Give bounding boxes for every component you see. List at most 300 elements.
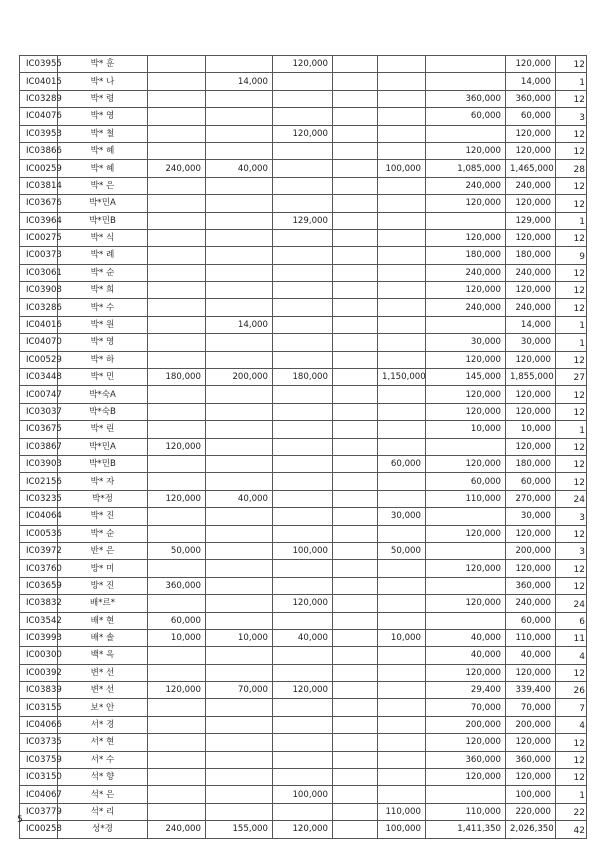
amount-col-3-cell: 120,000: [273, 821, 333, 838]
amount-col-6-cell: 120,000: [426, 560, 506, 577]
name-cell: 반* 은: [58, 542, 148, 559]
amount-col-2-cell: [206, 299, 273, 316]
name-cell: 서* 경: [58, 716, 148, 733]
amount-col-6-cell: 120,000: [426, 386, 506, 403]
count-cell: 1: [556, 73, 587, 90]
amount-col-4-cell: [333, 595, 378, 612]
total-cell: 270,000: [506, 490, 556, 507]
member-id-cell: IC00259: [20, 160, 58, 177]
table-row: [20, 299, 587, 316]
count-cell: 12: [556, 56, 587, 73]
member-id-cell: IC04066: [20, 716, 58, 733]
amount-col-6-cell: 120,000: [426, 351, 506, 368]
name-cell: 박* 훈: [58, 56, 148, 73]
page-number: 5: [17, 815, 23, 825]
amount-col-6-cell: [426, 212, 506, 229]
amount-col-4-cell: [333, 195, 378, 212]
name-cell: 보* 안: [58, 699, 148, 716]
name-cell: 박* 수: [58, 299, 148, 316]
amount-col-2-cell: [206, 595, 273, 612]
total-cell: 30,000: [506, 334, 556, 351]
count-cell: 1: [556, 212, 587, 229]
amount-col-1-cell: [148, 647, 206, 664]
amount-col-4-cell: [333, 90, 378, 107]
table-row: [20, 577, 587, 594]
name-cell: 박* 진: [58, 508, 148, 525]
member-id-cell: IC03448: [20, 369, 58, 386]
amount-col-5-cell: [378, 769, 426, 786]
amount-col-2-cell: [206, 264, 273, 281]
name-cell: 박*민B: [58, 455, 148, 472]
table-row: [20, 629, 587, 646]
member-id-cell: IC03289: [20, 90, 58, 107]
amount-col-1-cell: [148, 716, 206, 733]
member-id-cell: IC03964: [20, 212, 58, 229]
table-row: [20, 595, 587, 612]
member-id-cell: IC03972: [20, 542, 58, 559]
amount-col-4-cell: [333, 299, 378, 316]
name-cell: 박*숙B: [58, 403, 148, 420]
amount-col-6-cell: [426, 125, 506, 142]
count-cell: 9: [556, 247, 587, 264]
name-cell: 박* 나: [58, 73, 148, 90]
member-id-cell: IC03675: [20, 421, 58, 438]
amount-col-2-cell: [206, 386, 273, 403]
count-cell: 12: [556, 282, 587, 299]
amount-col-4-cell: [333, 821, 378, 838]
name-cell: 방* 미: [58, 560, 148, 577]
total-cell: 120,000: [506, 142, 556, 159]
amount-col-4-cell: [333, 212, 378, 229]
table-row: [20, 142, 587, 159]
member-id-cell: IC00300: [20, 647, 58, 664]
amount-col-2-cell: [206, 508, 273, 525]
name-cell: 박* 혜: [58, 142, 148, 159]
amount-col-2-cell: [206, 577, 273, 594]
table-row: [20, 542, 587, 559]
total-cell: 360,000: [506, 90, 556, 107]
amount-col-6-cell: [426, 542, 506, 559]
amount-col-6-cell: 60,000: [426, 108, 506, 125]
amount-col-4-cell: [333, 56, 378, 73]
count-cell: 1: [556, 421, 587, 438]
member-id-cell: IC00529: [20, 351, 58, 368]
amount-col-2-cell: [206, 525, 273, 542]
count-cell: 12: [556, 577, 587, 594]
amount-col-4-cell: [333, 282, 378, 299]
amount-col-1-cell: [148, 751, 206, 768]
total-cell: 240,000: [506, 595, 556, 612]
amount-col-5-cell: [378, 247, 426, 264]
amount-col-6-cell: 120,000: [426, 229, 506, 246]
total-cell: 120,000: [506, 282, 556, 299]
amount-col-1-cell: 50,000: [148, 542, 206, 559]
name-cell: 박* 순: [58, 525, 148, 542]
table-row: [20, 282, 587, 299]
amount-col-6-cell: 180,000: [426, 247, 506, 264]
name-cell: 석* 리: [58, 803, 148, 820]
amount-col-3-cell: [273, 734, 333, 751]
name-cell: 방* 진: [58, 577, 148, 594]
amount-col-3-cell: [273, 525, 333, 542]
total-cell: 40,000: [506, 647, 556, 664]
amount-col-3-cell: [273, 351, 333, 368]
amount-col-6-cell: 360,000: [426, 751, 506, 768]
count-cell: 22: [556, 803, 587, 820]
count-cell: 12: [556, 299, 587, 316]
count-cell: 1: [556, 786, 587, 803]
count-cell: 12: [556, 664, 587, 681]
name-cell: 석* 은: [58, 786, 148, 803]
total-cell: 200,000: [506, 542, 556, 559]
count-cell: 1: [556, 316, 587, 333]
table-row: [20, 751, 587, 768]
table-row: [20, 734, 587, 751]
amount-col-6-cell: [426, 73, 506, 90]
member-id-cell: IC03061: [20, 264, 58, 281]
total-cell: 120,000: [506, 351, 556, 368]
amount-col-6-cell: 1,411,350: [426, 821, 506, 838]
name-cell: 박* 령: [58, 90, 148, 107]
amount-col-1-cell: [148, 386, 206, 403]
amount-col-5-cell: 30,000: [378, 508, 426, 525]
amount-col-3-cell: [273, 647, 333, 664]
amount-col-3-cell: 120,000: [273, 595, 333, 612]
amount-col-1-cell: 240,000: [148, 160, 206, 177]
table-row: [20, 647, 587, 664]
amount-col-1-cell: [148, 177, 206, 194]
amount-col-2-cell: 70,000: [206, 682, 273, 699]
amount-col-3-cell: [273, 108, 333, 125]
amount-col-2-cell: [206, 786, 273, 803]
amount-col-4-cell: [333, 229, 378, 246]
count-cell: 12: [556, 734, 587, 751]
count-cell: 12: [556, 560, 587, 577]
amount-col-1-cell: [148, 73, 206, 90]
total-cell: 339,400: [506, 682, 556, 699]
member-id-cell: IC03235: [20, 490, 58, 507]
amount-col-2-cell: 14,000: [206, 73, 273, 90]
table-row: [20, 264, 587, 281]
count-cell: 3: [556, 108, 587, 125]
total-cell: 120,000: [506, 560, 556, 577]
member-id-cell: IC00373: [20, 247, 58, 264]
amount-col-5-cell: [378, 716, 426, 733]
amount-col-2-cell: 200,000: [206, 369, 273, 386]
name-cell: 박* 자: [58, 473, 148, 490]
amount-col-5-cell: [378, 229, 426, 246]
amount-col-3-cell: [273, 508, 333, 525]
name-cell: 박* 원: [58, 316, 148, 333]
member-id-cell: IC03286: [20, 299, 58, 316]
amount-col-2-cell: [206, 455, 273, 472]
amount-col-2-cell: [206, 803, 273, 820]
amount-col-4-cell: [333, 629, 378, 646]
amount-col-4-cell: [333, 108, 378, 125]
amount-col-5-cell: [378, 612, 426, 629]
count-cell: 1: [556, 334, 587, 351]
amount-col-5-cell: [378, 73, 426, 90]
total-cell: 220,000: [506, 803, 556, 820]
amount-col-6-cell: 10,000: [426, 421, 506, 438]
table-row: [20, 386, 587, 403]
amount-col-3-cell: 120,000: [273, 682, 333, 699]
name-cell: 박* 철: [58, 125, 148, 142]
amount-col-6-cell: 70,000: [426, 699, 506, 716]
amount-col-6-cell: 120,000: [426, 769, 506, 786]
amount-col-1-cell: [148, 264, 206, 281]
amount-col-5-cell: 10,000: [378, 629, 426, 646]
amount-col-2-cell: [206, 125, 273, 142]
amount-col-2-cell: [206, 142, 273, 159]
amount-col-6-cell: [426, 612, 506, 629]
amount-col-6-cell: 200,000: [426, 716, 506, 733]
total-cell: 120,000: [506, 769, 556, 786]
member-id-cell: IC03814: [20, 177, 58, 194]
amount-col-3-cell: [273, 455, 333, 472]
total-cell: 60,000: [506, 612, 556, 629]
table-row: [20, 438, 587, 455]
amount-col-5-cell: [378, 751, 426, 768]
table-row: [20, 369, 587, 386]
amount-col-2-cell: [206, 195, 273, 212]
amount-col-3-cell: [273, 177, 333, 194]
amount-col-3-cell: 100,000: [273, 786, 333, 803]
amount-col-5-cell: 100,000: [378, 160, 426, 177]
amount-col-6-cell: [426, 786, 506, 803]
amount-col-5-cell: [378, 90, 426, 107]
member-id-cell: IC03155: [20, 699, 58, 716]
table-row: [20, 664, 587, 681]
total-cell: 100,000: [506, 786, 556, 803]
member-id-cell: IC03903: [20, 455, 58, 472]
amount-col-5-cell: 50,000: [378, 542, 426, 559]
table-row: [20, 699, 587, 716]
name-cell: 배* 솔: [58, 629, 148, 646]
amount-col-4-cell: [333, 334, 378, 351]
amount-col-2-cell: [206, 403, 273, 420]
amount-col-3-cell: [273, 699, 333, 716]
table-row: [20, 247, 587, 264]
amount-col-4-cell: [333, 160, 378, 177]
amount-col-4-cell: [333, 438, 378, 455]
amount-col-6-cell: 120,000: [426, 455, 506, 472]
amount-col-4-cell: [333, 734, 378, 751]
amount-col-5-cell: [378, 212, 426, 229]
amount-col-5-cell: [378, 560, 426, 577]
name-cell: 박* 하: [58, 351, 148, 368]
amount-col-3-cell: [273, 490, 333, 507]
amount-col-2-cell: 14,000: [206, 316, 273, 333]
total-cell: 60,000: [506, 108, 556, 125]
amount-col-2-cell: [206, 751, 273, 768]
amount-col-5-cell: [378, 282, 426, 299]
amount-col-5-cell: [378, 334, 426, 351]
amount-col-3-cell: [273, 316, 333, 333]
table-row: [20, 177, 587, 194]
name-cell: 박* 례: [58, 247, 148, 264]
amount-col-5-cell: [378, 299, 426, 316]
member-id-cell: IC03659: [20, 577, 58, 594]
amount-col-3-cell: [273, 612, 333, 629]
total-cell: 70,000: [506, 699, 556, 716]
amount-col-2-cell: [206, 612, 273, 629]
count-cell: 24: [556, 490, 587, 507]
member-id-cell: IC00392: [20, 664, 58, 681]
amount-col-6-cell: 120,000: [426, 142, 506, 159]
amount-col-4-cell: [333, 403, 378, 420]
total-cell: 2,026,350: [506, 821, 556, 838]
amount-col-1-cell: 180,000: [148, 369, 206, 386]
amount-col-3-cell: [273, 247, 333, 264]
amount-col-3-cell: [273, 473, 333, 490]
name-cell: 성*경: [58, 821, 148, 838]
member-id-cell: IC04070: [20, 334, 58, 351]
amount-col-2-cell: [206, 334, 273, 351]
total-cell: 60,000: [506, 473, 556, 490]
amount-col-5-cell: [378, 734, 426, 751]
amount-col-2-cell: [206, 560, 273, 577]
amount-col-1-cell: [148, 769, 206, 786]
amount-col-2-cell: 40,000: [206, 490, 273, 507]
amount-col-3-cell: [273, 73, 333, 90]
count-cell: 4: [556, 716, 587, 733]
amount-col-5-cell: [378, 647, 426, 664]
total-cell: 180,000: [506, 455, 556, 472]
amount-col-3-cell: [273, 229, 333, 246]
amount-col-3-cell: 120,000: [273, 56, 333, 73]
amount-col-1-cell: [148, 455, 206, 472]
amount-col-6-cell: [426, 316, 506, 333]
count-cell: 24: [556, 595, 587, 612]
amount-col-1-cell: [148, 595, 206, 612]
table-row: [20, 821, 587, 838]
total-cell: 240,000: [506, 299, 556, 316]
amount-col-6-cell: [426, 508, 506, 525]
member-id-cell: IC00275: [20, 229, 58, 246]
amount-col-4-cell: [333, 786, 378, 803]
amount-col-3-cell: [273, 264, 333, 281]
amount-col-6-cell: 40,000: [426, 629, 506, 646]
name-cell: 박* 영: [58, 108, 148, 125]
amount-col-1-cell: [148, 195, 206, 212]
amount-col-4-cell: [333, 316, 378, 333]
member-id-cell: IC03676: [20, 195, 58, 212]
table-row: [20, 229, 587, 246]
amount-col-3-cell: [273, 403, 333, 420]
amount-col-1-cell: [148, 403, 206, 420]
amount-col-2-cell: [206, 351, 273, 368]
table-row: [20, 508, 587, 525]
amount-col-2-cell: [206, 542, 273, 559]
member-id-cell: IC03953: [20, 125, 58, 142]
table-row: [20, 108, 587, 125]
amount-col-3-cell: 180,000: [273, 369, 333, 386]
amount-col-6-cell: 1,085,000: [426, 160, 506, 177]
amount-col-4-cell: [333, 369, 378, 386]
amount-col-2-cell: 155,000: [206, 821, 273, 838]
amount-col-2-cell: [206, 769, 273, 786]
amount-col-3-cell: [273, 803, 333, 820]
amount-col-6-cell: 30,000: [426, 334, 506, 351]
amount-col-5-cell: [378, 595, 426, 612]
amount-col-4-cell: [333, 264, 378, 281]
count-cell: 12: [556, 125, 587, 142]
count-cell: 12: [556, 351, 587, 368]
amount-col-3-cell: [273, 751, 333, 768]
total-cell: 10,000: [506, 421, 556, 438]
count-cell: 12: [556, 525, 587, 542]
name-cell: 서* 현: [58, 734, 148, 751]
total-cell: 360,000: [506, 577, 556, 594]
amount-col-5-cell: [378, 525, 426, 542]
amount-col-6-cell: 40,000: [426, 647, 506, 664]
member-id-cell: IC04016: [20, 316, 58, 333]
count-cell: 26: [556, 682, 587, 699]
amount-col-5-cell: 1,150,000: [378, 369, 426, 386]
amount-col-3-cell: [273, 438, 333, 455]
name-cell: 변* 선: [58, 682, 148, 699]
amount-col-5-cell: [378, 108, 426, 125]
member-id-cell: IC03760: [20, 560, 58, 577]
amount-col-1-cell: [148, 421, 206, 438]
amount-col-4-cell: [333, 490, 378, 507]
table-row: [20, 334, 587, 351]
count-cell: 3: [556, 542, 587, 559]
table-row: [20, 525, 587, 542]
member-id-cell: IC00747: [20, 386, 58, 403]
amount-col-5-cell: [378, 264, 426, 281]
amount-col-2-cell: [206, 212, 273, 229]
amount-col-4-cell: [333, 664, 378, 681]
member-id-cell: IC04015: [20, 73, 58, 90]
member-id-cell: IC03839: [20, 682, 58, 699]
amount-col-1-cell: 120,000: [148, 438, 206, 455]
name-cell: 박*숙A: [58, 386, 148, 403]
table-row: [20, 769, 587, 786]
total-cell: 120,000: [506, 386, 556, 403]
count-cell: 12: [556, 751, 587, 768]
amount-col-3-cell: [273, 386, 333, 403]
total-cell: 120,000: [506, 125, 556, 142]
member-id-cell: IC03037: [20, 403, 58, 420]
table-row: [20, 212, 587, 229]
count-cell: 6: [556, 612, 587, 629]
amount-col-1-cell: 360,000: [148, 577, 206, 594]
amount-col-4-cell: [333, 73, 378, 90]
amount-col-1-cell: [148, 212, 206, 229]
amount-col-1-cell: 240,000: [148, 821, 206, 838]
count-cell: 7: [556, 699, 587, 716]
count-cell: 12: [556, 229, 587, 246]
count-cell: 12: [556, 455, 587, 472]
amount-col-5-cell: [378, 664, 426, 681]
count-cell: 12: [556, 177, 587, 194]
total-cell: 30,000: [506, 508, 556, 525]
amount-col-5-cell: [378, 682, 426, 699]
amount-col-5-cell: [378, 195, 426, 212]
table-row: [20, 786, 587, 803]
table-body: [20, 56, 587, 839]
count-cell: 12: [556, 473, 587, 490]
count-cell: 12: [556, 386, 587, 403]
amount-col-5-cell: [378, 438, 426, 455]
amount-col-6-cell: 29,400: [426, 682, 506, 699]
total-cell: 120,000: [506, 438, 556, 455]
member-id-cell: IC02156: [20, 473, 58, 490]
amount-col-4-cell: [333, 351, 378, 368]
total-cell: 110,000: [506, 629, 556, 646]
